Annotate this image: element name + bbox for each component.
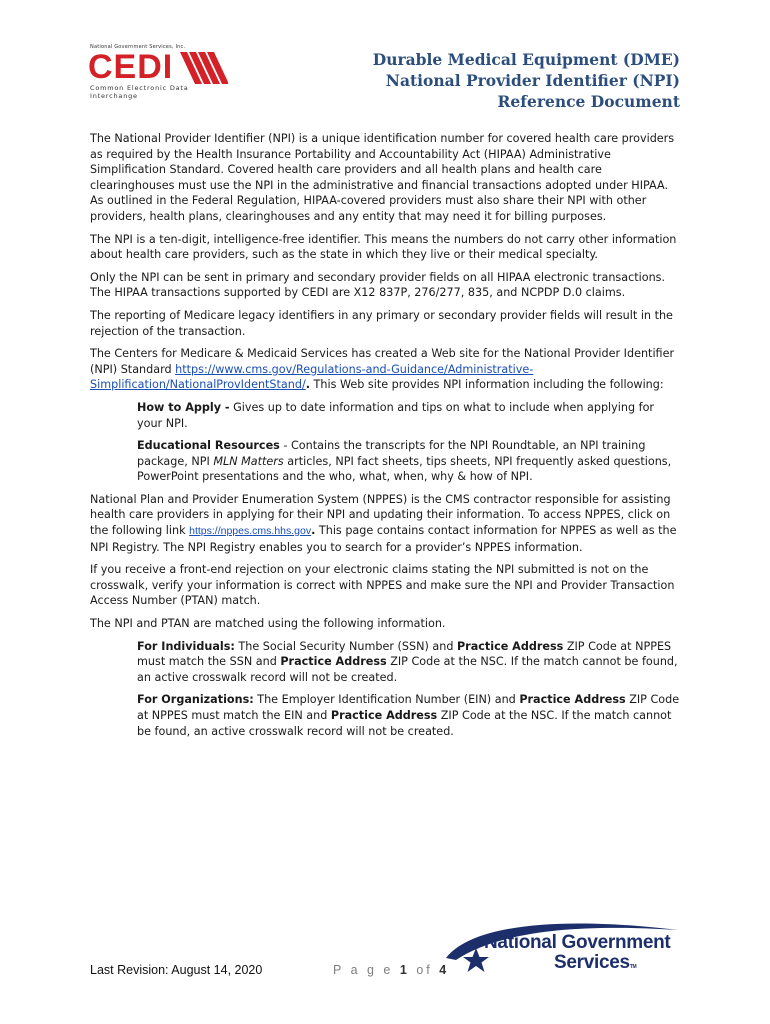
logo-subtitle: Common Electronic Data Interchange	[90, 84, 189, 100]
cms-text-c: This Web site provides NPI information including the following:	[309, 378, 664, 392]
paragraph-cms-website	[90, 346, 682, 393]
title-line-2: National Provider Identifier (NPI)	[385, 71, 680, 90]
cms-period: .	[305, 378, 310, 392]
page-current: 1	[399, 963, 410, 977]
ngs-logo	[442, 918, 682, 984]
individuals-bold-1: Practice Address	[456, 639, 564, 653]
document-title	[373, 49, 680, 112]
paragraph-npi-format: The NPI is a ten-digit, intelligence-free identifier. This means the numbers do not carry other information about health care providers, such as the state in which they live or their medical specialty.	[90, 232, 677, 262]
document-body	[90, 131, 682, 746]
paragraph-nppes	[90, 492, 682, 555]
organizations-text-a: The Employer Identification Number (EIN) and	[253, 693, 520, 707]
logo-org-text: National Government Services, Inc.	[90, 44, 186, 50]
individuals-bold-2: Practice Address	[280, 655, 387, 669]
educational-text-a: - Contains the transcripts for the NPI Roundtable, an NPI training package, NPI	[137, 439, 646, 468]
nppes-text-a: National Plan and Provider Enumeration System (NPPES) is the CMS contractor responsible for assisting health care providers in applying for their NPI and updating their information. To access NPPES, click on the following link	[90, 492, 671, 538]
educational-resources-title: Educational Resources	[137, 439, 280, 453]
organizations-title: For Organizations:	[137, 693, 254, 707]
organizations-text-c: ZIP Code at NPPES must match the EIN and	[137, 693, 680, 722]
page-total: 4	[439, 963, 450, 977]
ngs-line-1: National Government	[484, 932, 671, 953]
logo-stripes-icon	[180, 52, 228, 84]
mln-matters-text: MLN Matters	[213, 454, 284, 468]
paragraph-legacy-ids: The reporting of Medicare legacy identifiers in any primary or secondary provider fields will result in the rejection of the transaction.	[90, 308, 673, 338]
page-word: P a g e	[333, 963, 394, 977]
paragraph-matching: The NPI and PTAN are matched using the following information.	[90, 617, 446, 631]
bullet-educational-resources	[137, 438, 682, 485]
ngs-line-2	[554, 952, 636, 974]
educational-text-b: articles, NPI fact sheets, tips sheets, NPI frequently asked questions, PowerPoint presentations and the who, what, when, why & how of NPI.	[137, 454, 672, 484]
page-of: of	[416, 963, 433, 977]
cms-text-a: The Centers for Medicare & Medicaid Services has created a Web site for the National Provider Identifier (NPI) Standard	[90, 347, 675, 376]
individuals-title: For Individuals:	[137, 639, 235, 653]
paragraph-npi-intro: The National Provider Identifier (NPI) is a unique identification number for covered health care providers as required by the Health Insurance Portability and Accountability Act (HIPAA) Administrative Simplification Standard. Covered health care providers and all health plans and health care clearinghouses must use the NPI in the administrative and financial transactions adopted under HIPAA. As outlined in the Federal Regulation, HIPAA-covered providers must also share their NPI with other providers, health plans, clearinghouses and any entity that may need it for billing purposes.	[90, 132, 675, 223]
cedi-logo	[88, 44, 238, 100]
nppes-text-c: This page contains contact information for NPPES as well as the NPI Registry. The NPI Registry enables you to search for a provider’s NPPES information.	[90, 524, 677, 554]
bullet-how-to-apply	[137, 400, 682, 431]
organizations-text-d: ZIP Code at the NSC. If the match cannot be found, an active crosswalk record will not be created.	[137, 709, 672, 738]
nppes-period: .	[311, 524, 316, 538]
organizations-bold-1: Practice Address	[519, 693, 626, 707]
how-to-apply-title: How to Apply -	[137, 400, 230, 414]
organizations-bold-2: Practice Address	[330, 709, 438, 722]
how-to-apply-text: Gives up to date information and tips on what to include when applying for your NPI.	[137, 400, 655, 430]
individuals-text-c: ZIP Code at NPPES must match the SSN and	[137, 639, 672, 669]
page-number	[333, 963, 449, 977]
title-line-1: Durable Medical Equipment (DME)	[372, 50, 680, 69]
nppes-link[interactable]: https://nppes.cms.hhs.gov	[189, 525, 312, 538]
paragraph-rejection: If you receive a front-end rejection on your electronic claims stating the NPI submitted is not on the crosswalk, verify your information is correct with NPPES and make sure the NPI and Provider Transaction Access Number (PTAN) match.	[90, 563, 675, 608]
paragraph-transactions: Only the NPI can be sent in primary and secondary provider fields on all HIPAA electronic transactions. The HIPAA transactions supported by CEDI are X12 837P, 276/277, 835, and NCPDP D.0 claims.	[90, 270, 666, 300]
bullet-organizations	[137, 692, 682, 739]
ngs-services: Services	[554, 952, 630, 973]
ngs-tm: TM	[629, 964, 637, 970]
individuals-text-d: ZIP Code at the NSC. If the match cannot be found, an active crosswalk record will not be created.	[137, 655, 678, 684]
bullet-individuals	[137, 639, 682, 686]
logo-wordmark: CEDI	[88, 48, 174, 86]
cms-npi-link[interactable]: https://www.cms.gov/Regulations-and-Guidance/Administrative-Simplification/NationalProvIdentStand/	[90, 362, 534, 392]
last-revision: Last Revision: August 14, 2020	[90, 963, 263, 977]
individuals-text-a: The Social Security Number (SSN) and	[234, 639, 457, 653]
title-line-3: Reference Document	[497, 92, 680, 111]
